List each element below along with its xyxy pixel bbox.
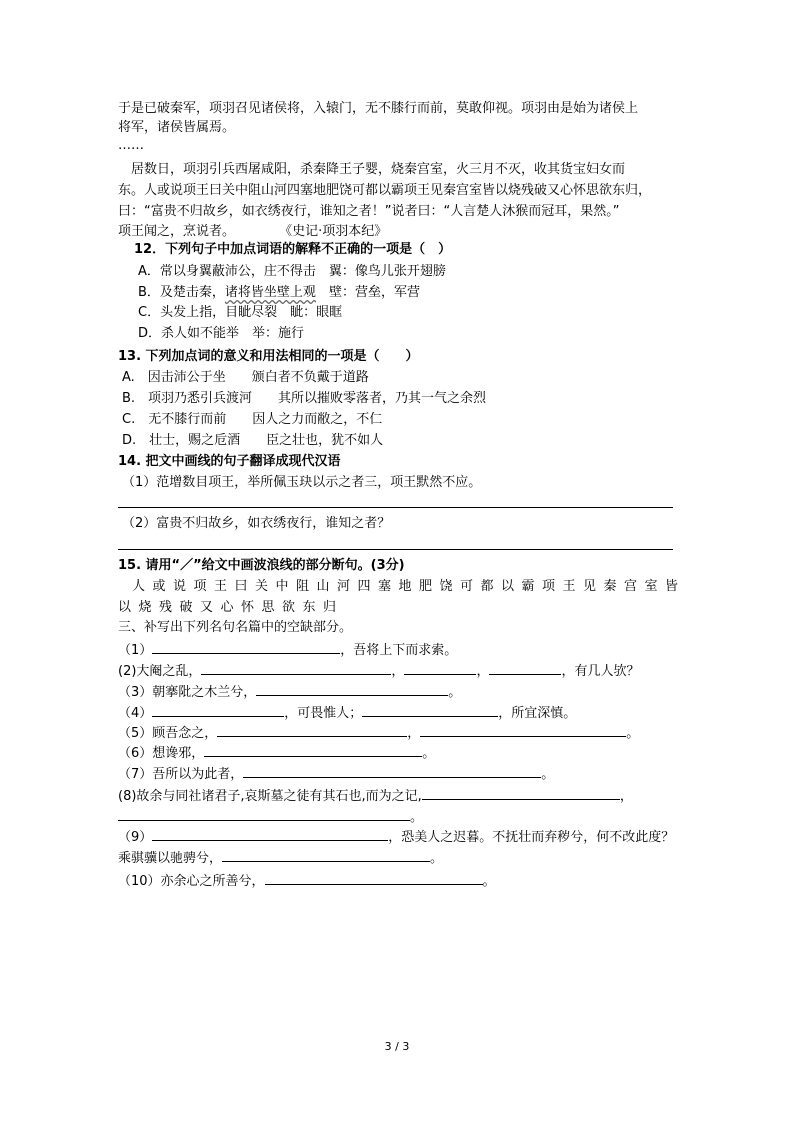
section3-item-6 (118, 742, 678, 764)
passage-line-3: 居数日，项羽引兵西屠咸阳，杀秦降王子婴，烧秦宫室，火三月不灭，收其货宝妇女而 (118, 162, 626, 177)
q12-option-b (138, 283, 698, 303)
item-7-text: （7）吾所以为此者， (118, 767, 244, 782)
item-9-number: （9） (118, 830, 153, 845)
item-6-blank[interactable] (204, 742, 422, 757)
section3-item-1 (118, 639, 678, 661)
item-3-end: 。 (448, 685, 462, 700)
q14-answer-line-1[interactable] (118, 507, 673, 508)
q13-option-d: D. 壮士，赐之卮酒 臣之壮也，犹不如人 (122, 433, 384, 448)
q14-answer-line-2[interactable] (118, 549, 673, 550)
item-4-mid: ，可畏惟人； (284, 706, 363, 721)
item-10-end: 。 (482, 874, 496, 889)
item-1-text: ，吾将上下而求索。 (340, 643, 458, 658)
item-2-blank-2[interactable] (404, 660, 476, 675)
item-3-text: （3）朝搴阰之木兰兮， (118, 685, 257, 700)
item-4-end: ，所宜深慎。 (498, 706, 577, 721)
section3-title: 三、补写出下列名句名篇中的空缺部分。 (118, 620, 353, 635)
q12-option-d: D．杀人如不能举 举：施行 (138, 326, 305, 341)
passage-line-5: 曰：“富贵不归故乡，如衣绣夜行，谁知之者！”说者曰：“人言楚人沐猴而冠耳，果然。” (118, 204, 620, 219)
item-10-text: （10）亦余心之所善兮， (118, 874, 265, 889)
item-8-text: (8)故余与同社诸君子,哀斯墓之徒有其石也,而为之记, (118, 789, 422, 804)
passage-source: 《史记·项羽本纪》 (279, 224, 388, 239)
passage-ellipsis: …… (118, 138, 144, 153)
item-7-blank[interactable] (243, 763, 541, 778)
q14-sentence-2: （2）富贵不归故乡，如衣绣夜行，谁知之者？ (122, 516, 391, 531)
q13-option-a: A. 因击沛公于坐 颁白者不负戴于道路 (122, 370, 369, 385)
section3-item-8 (118, 785, 678, 807)
q14-sentence-1: （1）范增数目项王，举所佩玉玦以示之者三，项王默然不应。 (122, 475, 482, 490)
q13-option-c: C. 无不膝行而前 因人之力而敝之，不仁 (122, 412, 383, 427)
item-9-text: ，恐美人之迟暮。不抚壮而弃秽兮，何不改此度？ (388, 830, 675, 845)
q12-option-b-post: 壁：营垒，军营 (315, 285, 420, 300)
item-9-blank-1[interactable] (152, 826, 388, 841)
item-1-number: （1） (118, 643, 153, 658)
item-1-blank[interactable] (152, 639, 340, 654)
passage-line-4: 东。人或说项王曰关中阻山河四塞地肥饶可都以霸项王见秦宫室皆以烧残破又心怀思欲东归， (118, 183, 652, 198)
section3-item-3 (118, 681, 678, 703)
item-5-text: （5）顾吾念之， (118, 726, 218, 741)
item-6-end: 。 (422, 746, 436, 761)
q12-option-b-wavy: 诸将皆坐壁上观 (224, 285, 316, 300)
section3-item-2 (118, 660, 678, 682)
item-5-blank-1[interactable] (217, 722, 407, 737)
item-2-text: (2)大阉之乱， (118, 664, 202, 679)
item-4-blank-1[interactable] (152, 702, 284, 717)
passage-line-6 (118, 222, 678, 242)
q12-stem: 12．下列句子中加点词语的解释不正确的一项是（ ） (134, 242, 452, 257)
q15-stem: 15. 请用“／”给文中画波浪线的部分断句。(3分) (118, 558, 405, 573)
item-3-blank[interactable] (256, 681, 448, 696)
item-6-text: （6）想谗邪， (118, 746, 205, 761)
item-2-comma: ， (476, 664, 490, 679)
item-2-sep: ， (391, 664, 405, 679)
item-5-end: 。 (626, 726, 640, 741)
q12-option-b-pre: B．及楚击秦， (138, 285, 225, 300)
q15-text-line-2: 以烧残破又心怀思欲东归 (118, 600, 344, 615)
q13-stem: 13. 下列加点词的意义和用法相同的一项是（ ） (118, 349, 419, 364)
item-2-end: ，有几人欤？ (561, 664, 640, 679)
item-8-blank-1[interactable] (422, 785, 620, 800)
item-4-blank-2[interactable] (362, 702, 498, 717)
q15-text-line-1: 人或说项王曰关中阻山河四塞地肥饶可都以霸项王见秦宫室皆 (132, 579, 686, 594)
item-10-blank[interactable] (265, 870, 483, 885)
item-9-blank-2[interactable] (222, 847, 430, 862)
item-5-mid: ， (407, 726, 421, 741)
item-9-line2-text: 乘骐骥以驰骋兮， (118, 851, 223, 866)
section3-item-9 (118, 826, 678, 848)
passage-line-1: 于是已破秦军，项羽召见诸侯将，入辕门，无不膝行而前，莫敢仰视。项羽由是始为诸侯上 (118, 101, 639, 116)
q12-option-a: A．常以身翼蔽沛公，庄不得击 翼：像鸟儿张开翅膀 (138, 264, 446, 279)
passage-line-6-text: 项王闻之，烹说者。 (118, 224, 236, 239)
item-8-comma: ， (619, 789, 633, 804)
section3-item-7 (118, 763, 678, 785)
item-2-blank-1[interactable] (201, 660, 391, 675)
section3-item-9-cont (118, 847, 678, 869)
item-8-blank-2[interactable] (118, 806, 410, 821)
q13-option-b: B. 项羽乃悉引兵渡河 其所以摧败零落者，乃其一气之余烈 (122, 391, 487, 406)
item-2-blank-3[interactable] (489, 660, 561, 675)
section3-item-5 (118, 722, 678, 744)
item-8-end: 。 (410, 810, 424, 825)
item-4-number: （4） (118, 706, 153, 721)
passage-line-2: 将军，诸侯皆属焉。 (118, 120, 236, 135)
page-number: 3 / 3 (384, 1040, 410, 1053)
item-7-end: 。 (541, 767, 555, 782)
q12-option-c: C．头发上指，目眦尽裂 眦：眼眶 (138, 305, 343, 320)
section3-item-4 (118, 702, 678, 724)
section3-item-8-cont (118, 806, 678, 828)
section3-item-10 (118, 870, 678, 892)
q14-stem: 14. 把文中画线的句子翻译成现代汉语 (118, 454, 341, 469)
item-5-blank-2[interactable] (420, 722, 626, 737)
item-9-line2-end: 。 (430, 851, 444, 866)
